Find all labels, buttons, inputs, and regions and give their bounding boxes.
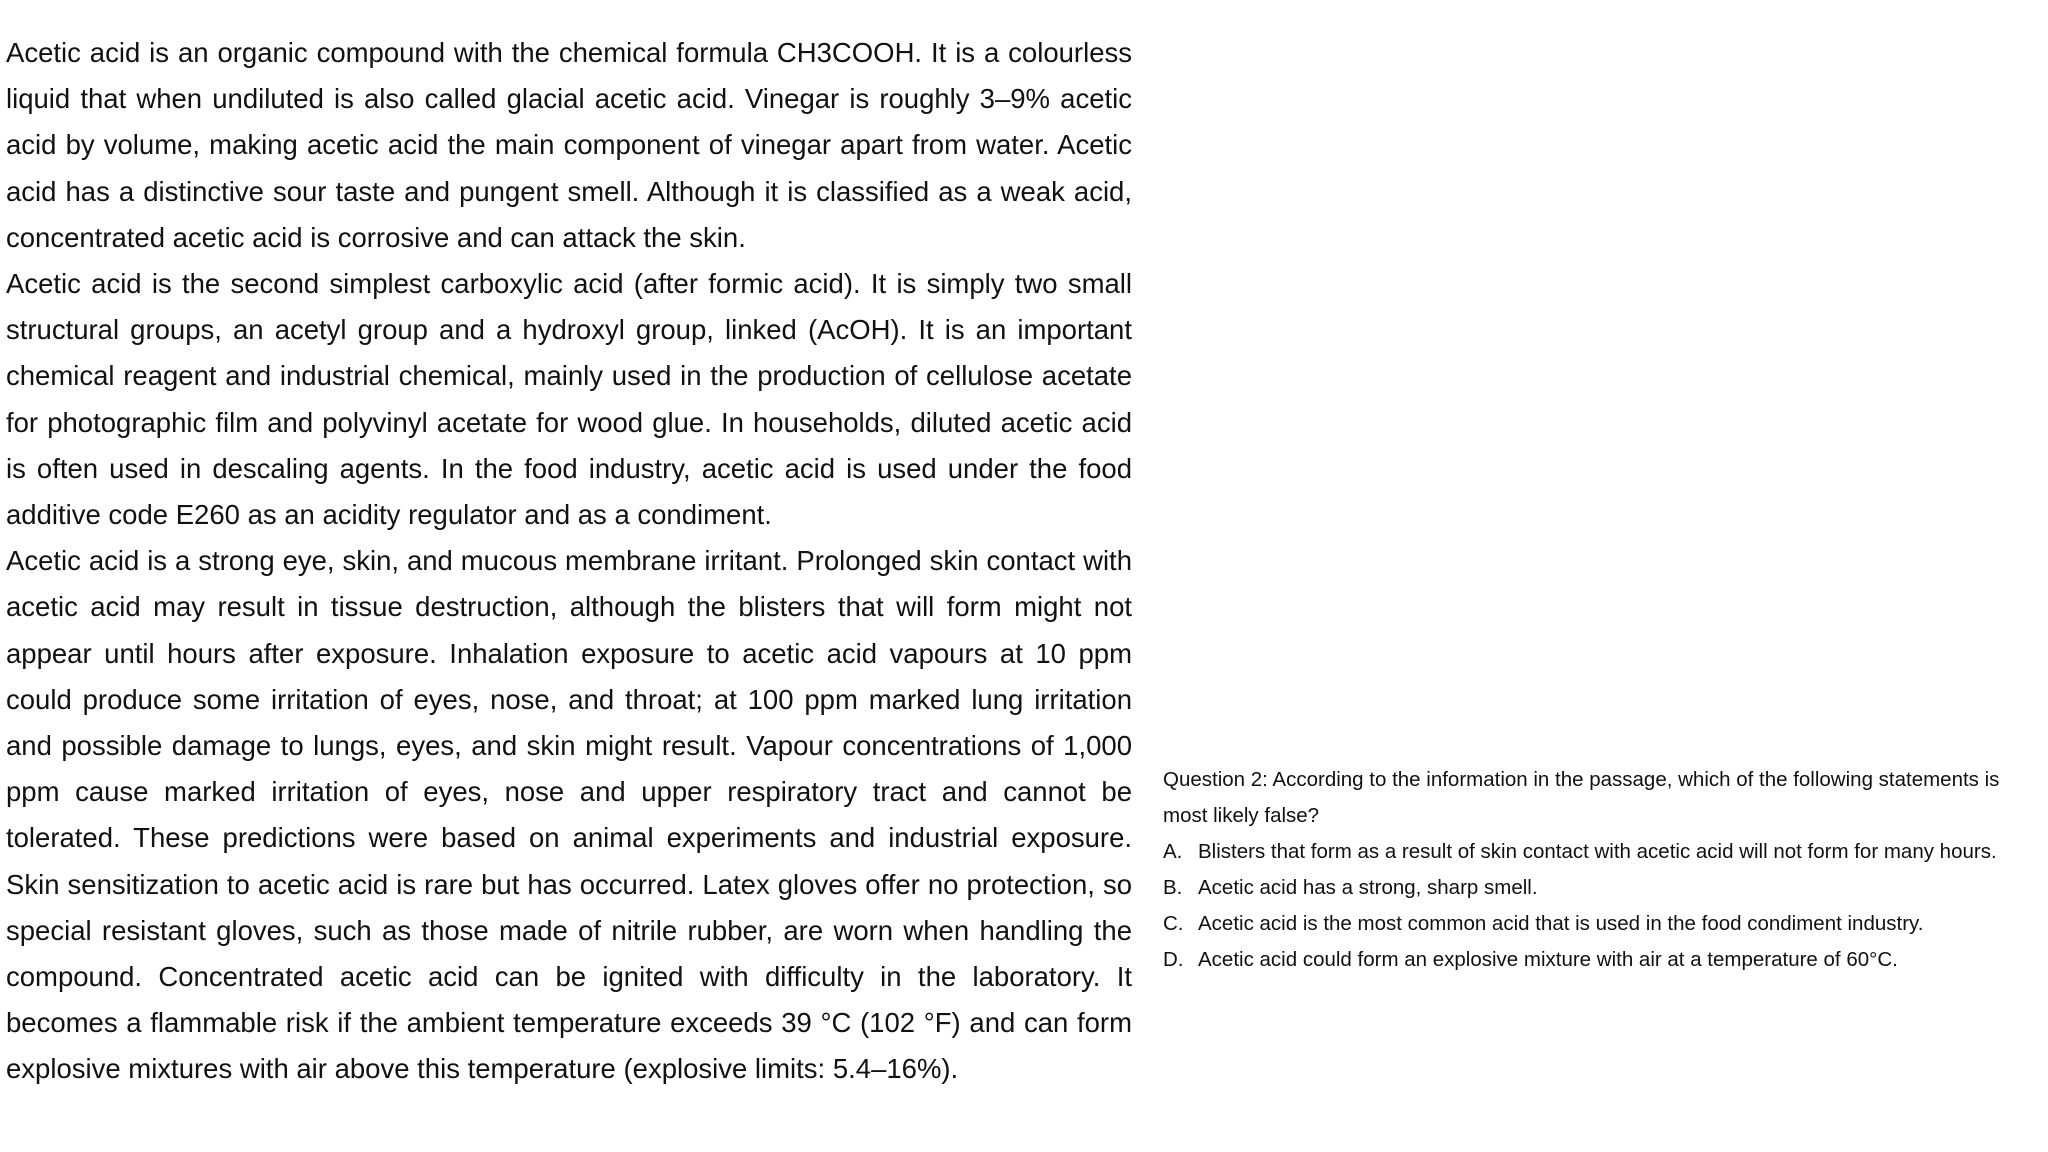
answer-option-c[interactable] [1163,906,2048,942]
question-text: According to the information in the passage, which of the following statements is most likely false? [1163,768,2000,827]
reading-passage [6,30,1132,1093]
passage-paragraph-3: Acetic acid is a strong eye, skin, and mucous membrane irritant. Prolonged skin contact with acetic acid may result in tissue destruction, although the blisters that will form might not appear until hours after exposure. Inhalation exposure to acetic acid vapours at 10 ppm could produce some irritation of eyes, nose, and throat; at 100 ppm marked lung irritation and possible damage to lungs, eyes, and skin might result. Vapour concentrations of 1,000 ppm cause marked irritation of eyes, nose and upper respiratory tract and cannot be tolerated. These predictions were based on animal experiments and industrial exposure. Skin sensitization to acetic acid is rare but has occurred. Latex gloves offer no protection, so special resistant gloves, such as those made of nitrile rubber, are worn when handling the compound. Concentrated acetic acid can be ignited with difficulty in the laboratory. It becomes a flammable risk if the ambient temperature exceeds 39 °C (102 °F) and can form explosive mixtures with air above this temperature (explosive limits: 5.4–16%). [6,545,1132,1085]
answer-option-b[interactable] [1163,870,2048,906]
option-text: Acetic acid has a strong, sharp smell. [1198,876,1538,899]
answer-options [1163,834,2048,978]
option-letter: D. [1163,948,1184,971]
option-text: Acetic acid is the most common acid that is used in the food condiment industry. [1198,912,1924,935]
question-stem [1163,762,2048,834]
question-block [1163,762,2048,978]
passage-paragraph-1: Acetic acid is an organic compound with the chemical formula CH3COOH. It is a colourless liquid that when undiluted is also called glacial acetic acid. Vinegar is roughly 3–9% acetic acid by volume, making acetic acid the main component of vinegar apart from water. Acetic acid has a distinctive sour taste and pungent smell. Although it is classified as a weak acid, concentrated acetic acid is corrosive and can attack the skin. [6,37,1132,253]
option-letter: B. [1163,876,1183,899]
option-text: Acetic acid could form an explosive mixture with air at a temperature of 60°C. [1198,948,1898,971]
answer-option-a[interactable] [1163,834,2048,870]
option-letter: A. [1163,840,1183,863]
option-letter: C. [1163,912,1184,935]
passage-paragraph-2: Acetic acid is the second simplest carboxylic acid (after formic acid). It is simply two small structural groups, an acetyl group and a hydroxyl group, linked (AcOH). It is an important chemical reagent and industrial chemical, mainly used in the production of cellulose acetate for photographic film and polyvinyl acetate for wood glue. In households, diluted acetic acid is often used in descaling agents. In the food industry, acetic acid is used under the food additive code E260 as an acidity regulator and as a condiment. [6,268,1132,531]
option-text: Blisters that form as a result of skin contact with acetic acid will not form for many hours. [1198,840,1997,863]
question-label: Question 2: [1163,768,1268,791]
answer-option-d[interactable] [1163,942,2048,978]
